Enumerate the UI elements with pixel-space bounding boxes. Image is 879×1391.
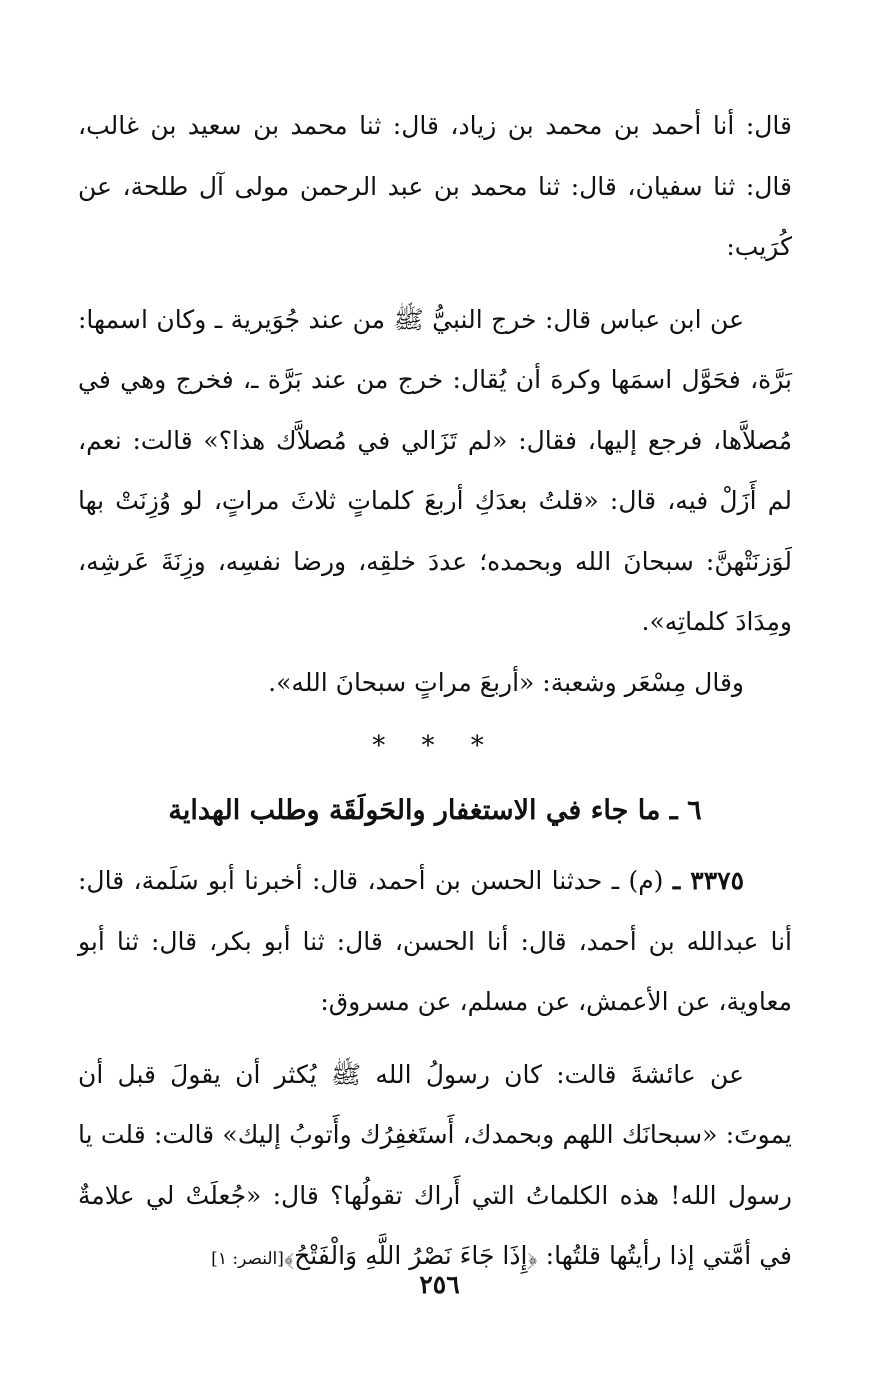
chapter-heading: ٦ ـ ما جاء في الاستغفار والحَولَقَة وطلب الهداية xyxy=(168,795,702,826)
isnad-text-2: (م) ـ حدثنا الحسن بن أحمد، قال: أخبرنا أبو سَلَمة، قال: أنا عبدالله بن أحمد، قال: أنا الحسن، قال: ثنا أبو بكر، قال: ثنا أبو معاوية، عن الأعمش، عن مسلم، عن مسروق: xyxy=(78,866,792,1016)
section-separator: * * * xyxy=(372,731,498,761)
page-body xyxy=(78,96,792,1290)
note-paragraph: وقال مِسْعَر وشعبة: «أربعَ مراتٍ سبحانَ الله». xyxy=(268,667,744,697)
hadith-number: ٣٣٧٥ ـ xyxy=(672,866,745,895)
page-number: ٢٥٦ xyxy=(419,1270,460,1299)
isnad-paragraph-2 xyxy=(78,851,792,1033)
isnad-paragraph-1: قال: أنا أحمد بن محمد بن زياد، قال: ثنا محمد بن سعيد بن غالب، قال: ثنا سفيان، قال: ثنا محمد بن عبد الرحمن مولى آل طلحة، عن كُرَيب: xyxy=(78,111,792,261)
quran-reference: [النصر: ١] xyxy=(211,1249,284,1269)
matn-paragraph-1: عن ابن عباس قال: خرج النبيُّ ﷺ من عند جُوَيرية ـ وكان اسمها: بَرَّة، فحَوَّل اسمَها وكرهَ أن يُقال: خرج من عند بَرَّة ـ، فخرج وهي في مُصلاَّها، فرجع إليها، فقال: «لم تَزَالي في مُصلاَّك هذا؟» قالت: نعم، لم أَزَلْ فيه، قال: «قلتُ بعدَكِ أربعَ كلماتٍ ثلاثَ مراتٍ، لو وُزِنَتْ بها لَوَزنَتْهنَّ: سبحانَ الله وبحمده؛ عددَ خلقِه، ورضا نفسِه، وزِنَةَ عَرشِه، ومِدَادَ كلماتِه». xyxy=(78,304,792,636)
quran-verse: ﴿إِذَا جَاءَ نَصْرُ اللَّهِ وَالْفَتْحُ﴾ xyxy=(283,1241,538,1270)
matn-paragraph-2 xyxy=(78,1045,792,1290)
matn-text-2: عن عائشةَ قالت: كان رسولُ الله ﷺ يُكثر أن يقولَ قبل أن يموتَ: «سبحانَك اللهم وبحمدك، أَستَغفِرُك وأَتوبُ إليك» قالت: قلت يا رسول الله! هذه الكلماتُ التي أَراك تقولُها؟ قال: «جُعلَتْ لي علامةٌ في أمَّتي إذا رأيتُها قلتُها: xyxy=(78,1059,792,1270)
